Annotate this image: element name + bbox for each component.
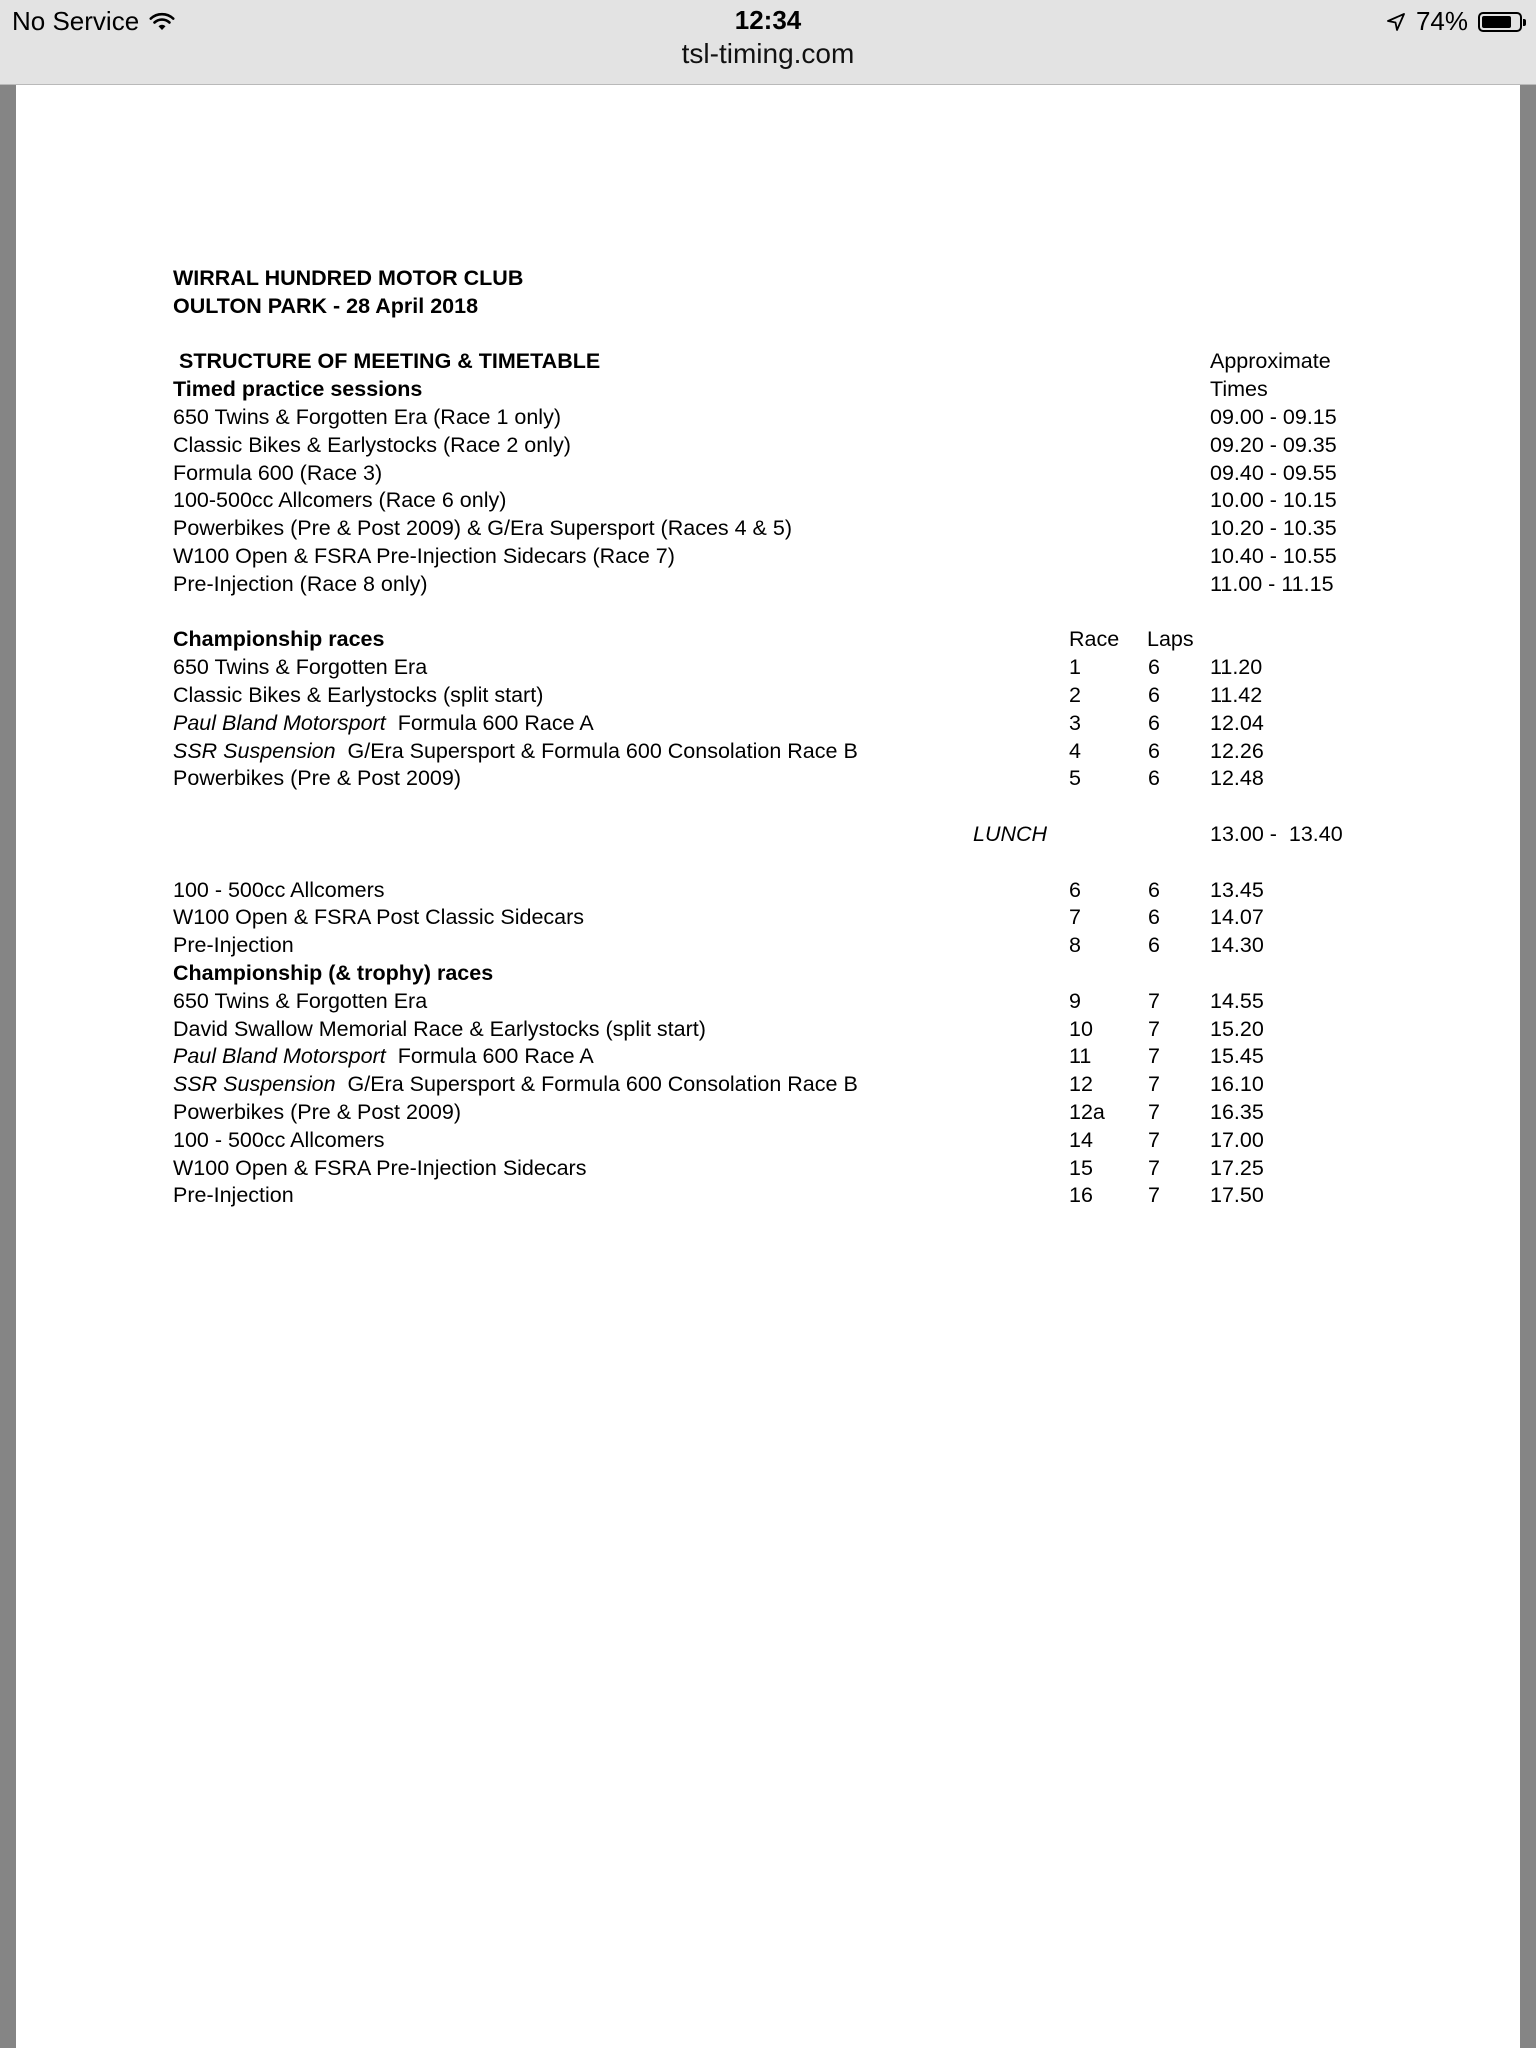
race-laps: 6 (1148, 933, 1160, 958)
practice-heading-row (173, 376, 1473, 404)
race-number: 10 (1069, 1016, 1093, 1041)
race-name: Formula 600 Race A (397, 710, 594, 735)
race-laps: 7 (1148, 1127, 1160, 1152)
session-name: Powerbikes (Pre & Post 2009) & G/Era Supersport (Races 4 & 5) (173, 516, 792, 541)
race-laps: 6 (1148, 905, 1160, 930)
race-laps: 7 (1148, 1155, 1160, 1180)
practice-row (173, 404, 1473, 432)
spacer (173, 321, 1473, 349)
race-number: 1 (1069, 655, 1081, 680)
race-laps: 7 (1148, 988, 1160, 1013)
race-time: 12.04 (1210, 710, 1264, 735)
practice-row (173, 487, 1473, 515)
session-time: 11.00 - 11.15 (1210, 571, 1334, 596)
status-right (1386, 6, 1522, 37)
race-sponsor: SSR Suspension (173, 738, 336, 763)
race-laps: 6 (1148, 738, 1160, 763)
session-time: 09.20 - 09.35 (1210, 432, 1337, 457)
session-time: 10.20 - 10.35 (1210, 516, 1337, 541)
race-laps: 7 (1148, 1183, 1160, 1208)
race-list-trophy (173, 988, 1473, 1210)
race-list-afternoon (173, 877, 1473, 960)
event-title: OULTON PARK - 28 April 2018 (173, 293, 479, 318)
session-name: 650 Twins & Forgotten Era (Race 1 only) (173, 404, 561, 429)
race-title (173, 1017, 706, 1041)
lunch-time: 13.00 - 13.40 (1210, 821, 1343, 846)
championship-heading-row (173, 626, 1473, 654)
race-list-morning (173, 654, 1473, 793)
race-time: 13.45 (1210, 877, 1264, 902)
structure-heading: STRUCTURE OF MEETING & TIMETABLE (173, 349, 601, 374)
race-sponsor: Paul Bland Motorsport (173, 710, 386, 735)
timetable-document (173, 265, 1473, 1210)
race-name: 100 - 500cc Allcomers (173, 1127, 385, 1152)
race-laps: 7 (1148, 1044, 1160, 1069)
lunch-label: LUNCH (973, 821, 1048, 846)
race-sponsor: Paul Bland Motorsport (173, 1044, 386, 1069)
practice-row (173, 515, 1473, 543)
race-row (173, 710, 1473, 738)
race-name: Pre-Injection (173, 933, 294, 958)
race-name: Powerbikes (Pre & Post 2009) (173, 766, 461, 791)
race-title (173, 905, 584, 929)
race-row (173, 738, 1473, 766)
spacer (173, 599, 1473, 627)
practice-heading: Timed practice sessions (173, 377, 423, 402)
session-name: W100 Open & FSRA Pre-Injection Sidecars (Race 7) (173, 543, 675, 568)
status-bar (0, 0, 1536, 85)
pdf-page[interactable] (16, 85, 1520, 2048)
approximate-label: Approximate (1210, 349, 1331, 374)
race-time: 12.26 (1210, 738, 1264, 763)
race-time: 15.20 (1210, 1016, 1264, 1041)
race-number: 11 (1069, 1044, 1092, 1069)
race-name: 100 - 500cc Allcomers (173, 877, 385, 902)
race-title (173, 1128, 385, 1152)
race-laps: 7 (1148, 1072, 1160, 1097)
practice-row (173, 543, 1473, 571)
race-title (173, 1156, 586, 1180)
session-time: 10.00 - 10.15 (1210, 488, 1337, 513)
race-number: 5 (1069, 766, 1081, 791)
race-name: W100 Open & FSRA Post Classic Sidecars (173, 905, 585, 930)
race-name: G/Era Supersport & Formula 600 Consolation Race B (347, 738, 858, 763)
race-column-header: Race (1069, 627, 1120, 652)
race-laps: 6 (1148, 710, 1160, 735)
race-laps: 6 (1148, 877, 1160, 902)
race-number: 9 (1069, 988, 1081, 1013)
race-row (173, 1071, 1473, 1099)
championship-heading: Championship races (173, 627, 385, 652)
race-title (173, 1100, 461, 1124)
times-label: Times (1210, 377, 1268, 402)
battery-icon (1478, 12, 1522, 32)
race-time: 15.45 (1210, 1044, 1264, 1069)
race-title (173, 878, 385, 902)
race-name: David Swallow Memorial Race & Earlystocks (split start) (173, 1016, 706, 1041)
race-laps: 6 (1148, 655, 1160, 680)
race-name: 650 Twins & Forgotten Era (173, 988, 428, 1013)
race-number: 14 (1069, 1127, 1093, 1152)
session-name: Formula 600 (Race 3) (173, 460, 383, 485)
race-laps: 6 (1148, 766, 1160, 791)
race-laps: 6 (1148, 682, 1160, 707)
race-title (173, 739, 858, 763)
race-time: 17.25 (1210, 1155, 1264, 1180)
race-title (173, 933, 294, 957)
race-number: 16 (1069, 1183, 1093, 1208)
address-bar[interactable]: tsl-timing.com (681, 38, 855, 69)
race-number: 2 (1069, 682, 1081, 707)
race-number: 15 (1069, 1155, 1093, 1180)
race-number: 12a (1069, 1099, 1105, 1124)
spacer (173, 793, 1473, 821)
practice-row (173, 432, 1473, 460)
laps-column-header: Laps (1147, 627, 1194, 652)
session-name: Pre-Injection (Race 8 only) (173, 571, 428, 596)
race-time: 14.55 (1210, 988, 1264, 1013)
race-time: 17.50 (1210, 1183, 1264, 1208)
race-title (173, 1044, 594, 1068)
race-time: 14.07 (1210, 905, 1264, 930)
race-time: 16.10 (1210, 1072, 1264, 1097)
practice-row (173, 460, 1473, 488)
carrier-text: No Service (12, 6, 140, 36)
trophy-heading: Championship (& trophy) races (173, 960, 494, 985)
race-number: 3 (1069, 710, 1081, 735)
race-laps: 7 (1148, 1016, 1160, 1041)
race-row (173, 877, 1473, 905)
race-time: 11.42 (1210, 682, 1263, 707)
race-number: 7 (1069, 905, 1081, 930)
race-name: Classic Bikes & Earlystocks (split start) (173, 682, 544, 707)
race-name: 650 Twins & Forgotten Era (173, 655, 428, 680)
race-row (173, 932, 1473, 960)
race-time: 17.00 (1210, 1127, 1264, 1152)
race-row (173, 1127, 1473, 1155)
race-row (173, 988, 1473, 1016)
race-time: 12.48 (1210, 766, 1264, 791)
race-row (173, 1182, 1473, 1210)
race-name: Formula 600 Race A (397, 1044, 594, 1069)
session-time: 10.40 - 10.55 (1210, 543, 1337, 568)
race-number: 8 (1069, 933, 1081, 958)
race-row (173, 682, 1473, 710)
club-title: WIRRAL HUNDRED MOTOR CLUB (173, 266, 524, 290)
race-name: G/Era Supersport & Formula 600 Consolation Race B (347, 1072, 858, 1097)
race-title (173, 1183, 294, 1207)
battery-percent: 74% (1415, 6, 1468, 36)
race-time: 11.20 (1210, 655, 1263, 680)
race-name: Pre-Injection (173, 1183, 294, 1208)
race-row (173, 904, 1473, 932)
structure-heading-row (173, 348, 1473, 376)
race-name: W100 Open & FSRA Pre-Injection Sidecars (173, 1155, 587, 1180)
race-number: 4 (1069, 738, 1081, 763)
race-number: 12 (1069, 1072, 1093, 1097)
race-row (173, 1099, 1473, 1127)
race-title (173, 766, 461, 790)
session-time: 09.00 - 09.15 (1210, 404, 1337, 429)
session-name: Classic Bikes & Earlystocks (Race 2 only) (173, 432, 571, 457)
race-title (173, 655, 427, 679)
race-title (173, 683, 543, 707)
race-laps: 7 (1148, 1099, 1160, 1124)
race-row (173, 1155, 1473, 1183)
clock: 12:34 (734, 5, 802, 35)
race-number: 6 (1069, 877, 1081, 902)
spacer (173, 849, 1473, 877)
race-time: 14.30 (1210, 933, 1264, 958)
race-title (173, 989, 427, 1013)
location-arrow-icon (1386, 12, 1406, 32)
race-sponsor: SSR Suspension (173, 1072, 336, 1097)
race-row (173, 1043, 1473, 1071)
lunch-row (173, 821, 1473, 849)
practice-list (173, 404, 1473, 599)
race-title (173, 711, 594, 735)
session-time: 09.40 - 09.55 (1210, 460, 1337, 485)
race-row (173, 765, 1473, 793)
race-row (173, 1016, 1473, 1044)
race-row (173, 654, 1473, 682)
race-name: Powerbikes (Pre & Post 2009) (173, 1099, 461, 1124)
practice-row (173, 571, 1473, 599)
race-title (173, 1072, 858, 1096)
session-name: 100-500cc Allcomers (Race 6 only) (173, 488, 507, 513)
race-time: 16.35 (1210, 1099, 1264, 1124)
